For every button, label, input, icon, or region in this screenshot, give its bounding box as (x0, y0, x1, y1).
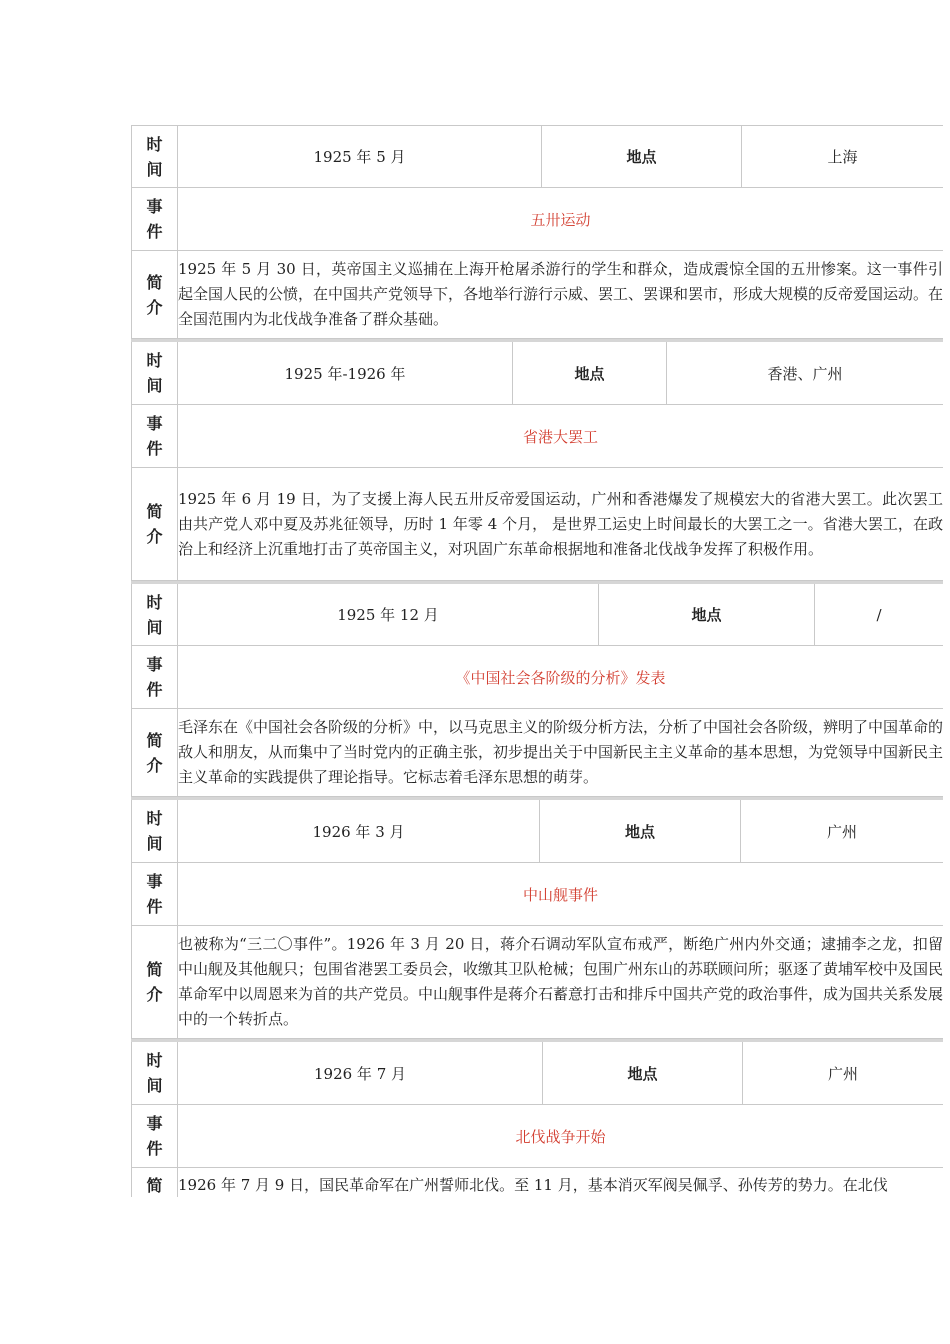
event-row (132, 405, 944, 468)
place-value: 广州 (743, 1041, 944, 1105)
place-value: / (815, 583, 944, 646)
event-title: 省港大罢工 (178, 405, 944, 468)
place-label: 地点 (542, 126, 742, 188)
intro-text: 也被称为“三二〇事件”。1926 年 3 月 20 日，蒋介石调动军队宣布戒严，断绝广州内外交通；逮捕李之龙，扣留中山舰及其他舰只；包围省港罢工委员会，收缴其卫队枪械；包围广州东山的苏联顾问所；驱逐了黄埔军校中及国民革命军中以周恩来为首的共产党员。中山舰事件是蒋介石蓄意打击和排斥中国共产党的政治事件，成为国共关系发展中的一个转折点。 (178, 926, 944, 1039)
intro-row (132, 926, 944, 1039)
place-value: 上海 (742, 126, 944, 188)
place-value: 香港、广州 (667, 341, 944, 405)
time-value: 1925 年-1926 年 (178, 341, 513, 405)
event-title: 中山舰事件 (178, 863, 944, 926)
time-label: 时间 (132, 583, 178, 646)
event-label: 事件 (132, 188, 178, 251)
time-label: 时间 (132, 126, 178, 188)
time-row (132, 799, 944, 863)
intro-row (132, 468, 944, 581)
event-table-1 (131, 125, 943, 339)
place-label: 地点 (543, 1041, 743, 1105)
time-row (132, 126, 944, 188)
intro-text: 1925 年 6 月 19 日，为了支援上海人民五卅反帝爱国运动，广州和香港爆发了规模宏大的省港大罢工。此次罢工由共产党人邓中夏及苏兆征领导，历时 1 年零 4 个月， 是世界工运史上时间最长的大罢工之一。省港大罢工，在政治上和经济上沉重地打击了英帝国主义，对巩固广东革命根据地和准备北伐战争发挥了积极作用。 (178, 468, 944, 581)
intro-text: 1926 年 7 月 9 日，国民革命军在广州誓师北伐。至 11 月，基本消灭军阀吴佩孚、孙传芳的势力。在北伐 (178, 1168, 944, 1198)
event-row (132, 1105, 944, 1168)
place-value: 广州 (741, 799, 944, 863)
time-value: 1925 年 12 月 (178, 583, 599, 646)
intro-label: 简介 (132, 468, 178, 581)
place-label: 地点 (513, 341, 667, 405)
event-row (132, 188, 944, 251)
event-title: 《中国社会各阶级的分析》发表 (178, 646, 944, 709)
event-table-3 (131, 581, 943, 797)
event-title: 五卅运动 (178, 188, 944, 251)
event-title: 北伐战争开始 (178, 1105, 944, 1168)
event-label: 事件 (132, 405, 178, 468)
time-row (132, 1041, 944, 1105)
place-label: 地点 (599, 583, 815, 646)
time-value: 1925 年 5 月 (178, 126, 542, 188)
intro-row (132, 251, 944, 339)
event-document (131, 125, 943, 1197)
event-label: 事件 (132, 863, 178, 926)
time-row (132, 341, 944, 405)
event-row (132, 863, 944, 926)
time-label: 时间 (132, 341, 178, 405)
place-label: 地点 (540, 799, 741, 863)
intro-text: 1925 年 5 月 30 日，英帝国主义巡捕在上海开枪屠杀游行的学生和群众，造成震惊全国的五卅惨案。这一事件引起全国人民的公愤，在中国共产党领导下，各地举行游行示威、罢工、罢课和罢市，形成大规模的反帝爱国运动。在全国范围内为北伐战争准备了群众基础。 (178, 251, 944, 339)
intro-row (132, 1168, 944, 1198)
event-table-2 (131, 339, 943, 581)
intro-label: 简介 (132, 926, 178, 1039)
intro-text: 毛泽东在《中国社会各阶级的分析》中，以马克思主义的阶级分析方法，分析了中国社会各阶级，辨明了中国革命的敌人和朋友，从而集中了当时党内的正确主张，初步提出关于中国新民主主义革命的基本思想，为党领导中国新民主主义革命的实践提供了理论指导。它标志着毛泽东思想的萌芽。 (178, 709, 944, 797)
event-table-4 (131, 797, 943, 1039)
time-label: 时间 (132, 799, 178, 863)
event-row (132, 646, 944, 709)
intro-row (132, 709, 944, 797)
intro-label: 简介 (132, 709, 178, 797)
event-table-5 (131, 1039, 943, 1197)
intro-label: 简介 (132, 251, 178, 339)
time-value: 1926 年 3 月 (178, 799, 540, 863)
time-value: 1926 年 7 月 (178, 1041, 543, 1105)
event-label: 事件 (132, 1105, 178, 1168)
time-label: 时间 (132, 1041, 178, 1105)
event-label: 事件 (132, 646, 178, 709)
intro-label: 简 (132, 1168, 178, 1198)
time-row (132, 583, 944, 646)
